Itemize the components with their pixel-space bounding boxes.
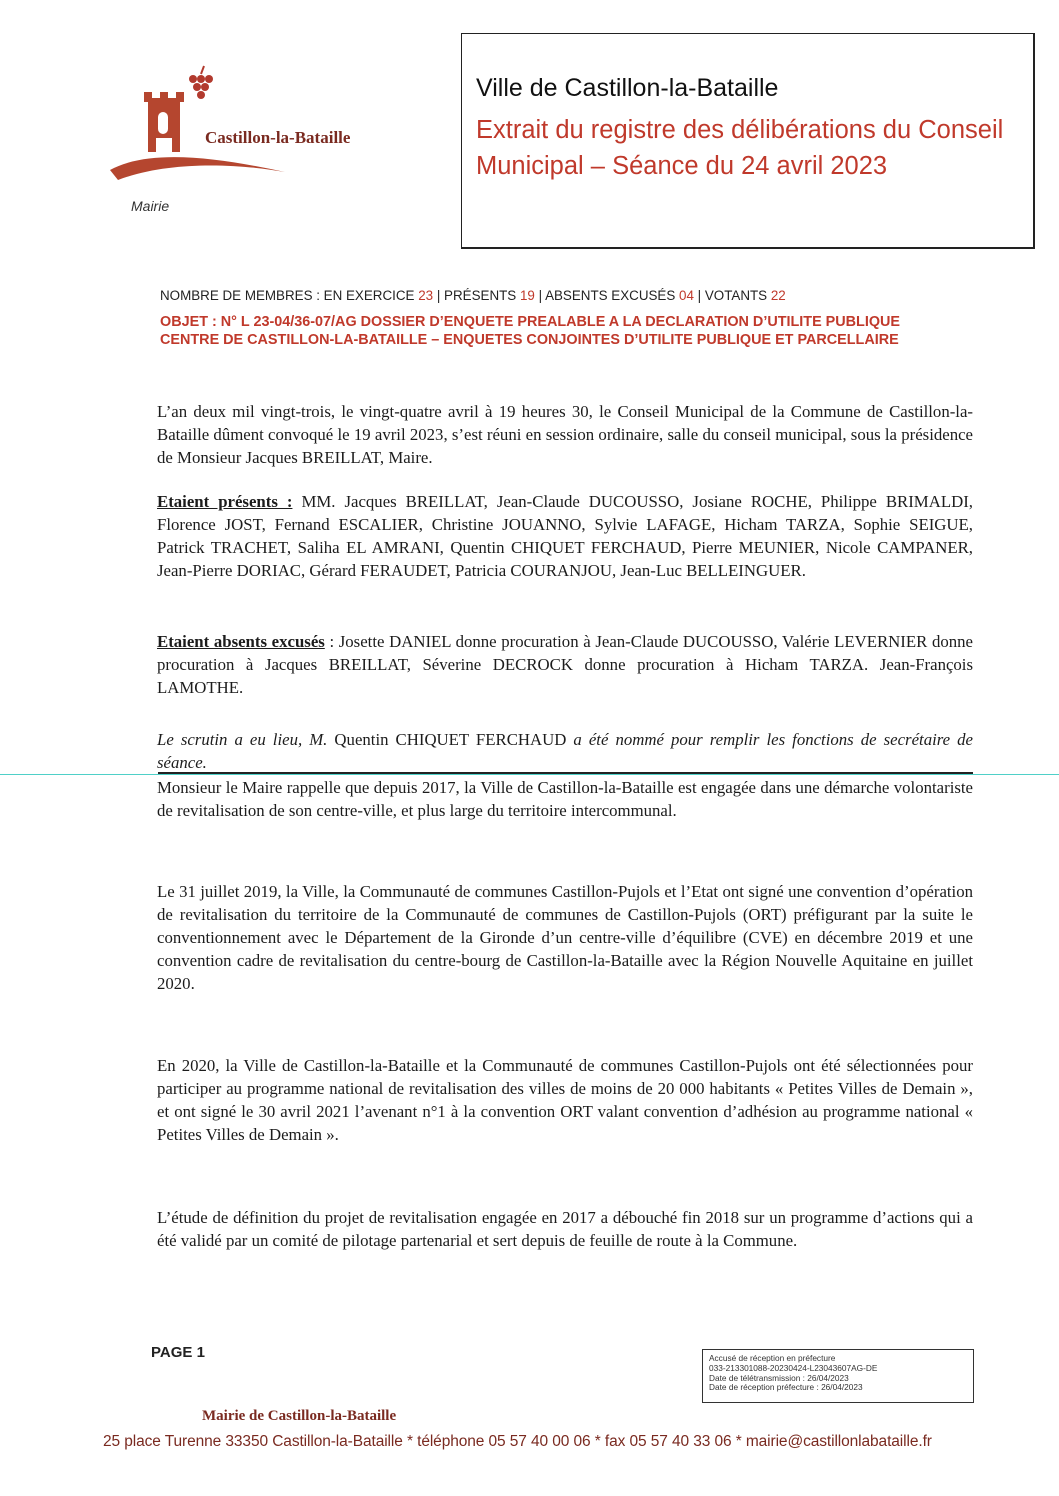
paragraph-3: En 2020, la Ville de Castillon-la-Bataille et la Communauté de communes Castillon-Pujols ont été sélectionnées pour participer au programme national de revitalisation des villes de moins de 20 000 habitants « Petites Villes de Demain », et ont signé le 30 avril 2021 l’avenant n°1 à la convention ORT valant convention d’adhésion au programme national « Petites Villes de Demain ». [157,1056,973,1144]
paragraph-1: Monsieur le Maire rappelle que depuis 2017, la Ville de Castillon-la-Bataille est engagée dans une démarche volontariste de revitalisation de son centre-ville, et plus large du territoire intercommunal. [157,778,973,820]
stamp-line: Date de télétransmission : 26/04/2023 [709,1372,849,1383]
scrutin-text-b: a été nommé pour remplir les fonctions de secrétaire de séance. [157,730,973,772]
header-extract-title: Extrait du registre des délibérations du Conseil Municipal – Séance du 24 avril 2023 [476,116,1004,180]
absents-count: 04 [679,288,694,303]
logo-subtitle: Mairie [131,198,170,214]
header-town: Ville de Castillon-la-Bataille [476,74,779,102]
intro-paragraph: L’an deux mil vingt-trois, le vingt-quatre avril à 19 heures 30, le Conseil Municipal de la Commune de Castillon-la-Bataille dûment convoqué le 19 avril 2023, s’est réuni en session ordinaire, salle du conseil municipal, sous la présidence de Monsieur Jacques BREILLAT, Maire. [157,402,973,467]
absents-heading: Etaient absents excusés [157,632,325,651]
absents-paragraph [157,630,973,699]
objet-heading: OBJET : N° L 23-04/36-07/AG DOSSIER D’ENQUETE PREALABLE A LA DECLARATION D’UTILITE PUBLIQUE CENTRE DE CASTILLON-LA-BATAILLE – ENQUETES CONJOINTES D’UTILITE PUBLIQUE ET PARCELLAIRE [160,314,901,348]
secretary-name: Quentin CHIQUET FERCHAUD [327,730,574,749]
votants-count: 22 [770,288,786,303]
stamp-line: 033-213301088-20230424-L23043607AG-DE [709,1362,878,1373]
presents-count: 19 [519,288,535,303]
scrutin-paragraph [157,728,973,774]
scrutin-text-a: Le scrutin a eu lieu, M. [157,730,328,749]
stamp-line: Accusé de réception en préfecture [709,1353,836,1363]
stamp-line: Date de réception préfecture : 26/04/2023 [709,1382,863,1393]
logo-town-name: Castillon-la-Bataille [205,128,351,147]
page-number: PAGE 1 [151,1344,205,1361]
absents-label: | ABSENTS EXCUSÉS [538,288,676,303]
votants-label: | VOTANTS [697,288,768,303]
presents-heading: Etaient présents : [157,492,293,511]
prefecture-stamp [702,1349,974,1403]
absents-list: : Josette DANIEL donne procuration à Jean-Claude DUCOUSSO, Valérie LEVERNIER donne procuration à Jacques BREILLAT, Séverine DECROCK donne procuration à Hicham TARZA. Jean-François LAMOTHE. [157,632,973,697]
scan-line [0,774,1059,775]
footer-mairie-name: Mairie de Castillon-la-Bataille [202,1408,397,1424]
presents-label: | PRÉSENTS [436,288,517,303]
presents-paragraph [157,490,973,582]
members-label: NOMBRE DE MEMBRES : EN EXERCICE [160,288,415,303]
footer-address: 25 place Turenne 33350 Castillon-la-Bataille * téléphone 05 57 40 00 06 * fax 05 57 40 33 06 * mairie@castillonlabataille.fr [103,1433,932,1450]
members-count-line [160,288,786,303]
paragraph-4: L’étude de définition du projet de revitalisation engagée en 2017 a débouché fin 2018 sur un programme d’actions qui a été validé par un comité de pilotage partenarial et sert depuis de feuille de route à la Commune. [157,1208,973,1250]
presents-list: MM. Jacques BREILLAT, Jean-Claude DUCOUSSO, Josiane ROCHE, Philippe BRIMALDI, Florence JOST, Fernand ESCALIER, Christine JOUANNO, Sylvie LAFAGE, Hicham TARZA, Sophie SEIGUE, Patrick TRACHET, Saliha EL AMRANI, Quentin CHIQUET FERCHAUD, Pierre MEUNIER, Nicole CAMPANER, Jean-Pierre DORIAC, Gérard FERAUDET, Patricia COURANJOU, Jean-Luc BELLEINGUER. [157,492,973,580]
paragraph-2: Le 31 juillet 2019, la Ville, la Communauté de communes Castillon-Pujols et l’Etat ont signé une convention d’opération de revitalisation du territoire de la Communauté de communes de Castillon-Pujols (ORT) préfigurant par la suite le conventionnement avec le Département de la Gironde d’un centre-ville d’équilibre (CVE) en décembre 2019 et une convention cadre de revitalisation du centre-bourg de Castillon-la-Bataille avec la Région Nouvelle Aquitaine en juillet 2020. [157,882,973,993]
en-exercice-count: 23 [418,288,434,303]
